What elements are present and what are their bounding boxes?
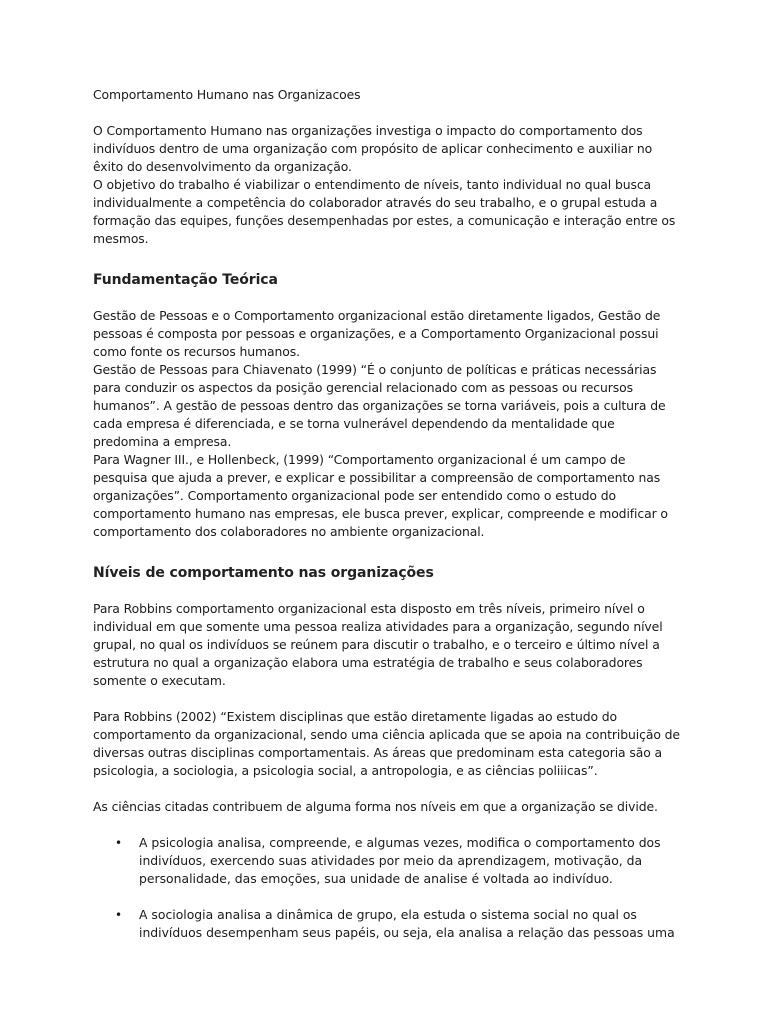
section1-paragraph-3: Para Wagner III., e Hollenbeck, (1999) “Comportamento organizacional é um campo de pesquisa que ajuda a prever, e explicar e possibilitar a compreensão de comportamento nas organizações”. Comportamento organizacional pode ser entendido como o estudo do comportamento humano nas empresas, ele busca prever, explicar, compreende e modificar o comportamento dos colaboradores no ambiente organizacional. [93, 452, 668, 539]
spacer [93, 104, 681, 122]
spacer [93, 816, 681, 834]
section-heading-niveis: Níveis de comportamento nas organizações [93, 565, 434, 581]
intro-paragraph-1: O Comportamento Humano nas organizações investiga o impacto do comportamento dos indivíduos dentro de uma organização com propósito de aplicar conhecimento e auxiliar no êxito do desenvolvimento da organização. [93, 123, 653, 174]
spacer [93, 248, 681, 270]
bullet-list [93, 834, 681, 942]
section2-paragraph-1: Para Robbins comportamento organizacional esta disposto em três níveis, primeiro nível o individual em que somente uma pessoa realiza atividades para a organização, segundo nível grupal, no qual os indivíduos se reúnem para discutir o trabalho, e o terceiro e último nível a estrutura no qual a organização elabora uma estratégia de trabalho e seus colaboradores somente o executam. [93, 601, 663, 688]
section1-paragraph-2: Gestão de Pessoas para Chiavenato (1999) “É o conjunto de políticas e práticas necessárias para conduzir os aspectos da posição gerencial relacionado com as pessoas ou recursos humanos”. A gestão de pessoas dentro das organizações se torna variáveis, pois a cultura de cada empresa é diferenciada, e se torna vulnerável dependendo da mentalidade que predomina a empresa. [93, 362, 666, 449]
spacer [93, 583, 681, 600]
section-heading-fundamentacao: Fundamentação Teórica [93, 272, 278, 288]
intro-paragraph-2: O objetivo do trabalho é viabilizar o entendimento de níveis, tanto individual no qual busca individualmente a competência do colaborador através do seu trabalho, e o grupal estuda a formação das equipes, funções desempenhadas por estes, a comunicação e interação entre os mesmos. [93, 177, 676, 246]
document-title: Comportamento Humano nas Organizacoes [93, 87, 361, 102]
spacer [93, 780, 681, 798]
list-item-text: A sociologia analisa a dinâmica de grupo, ela estuda o sistema social no qual os indivíduos desempenham seus papéis, ou seja, ela analisa a relação das pessoas uma [139, 907, 675, 940]
bullet-icon: • [115, 836, 123, 850]
list-item [93, 834, 681, 888]
section2-paragraph-2: Para Robbins (2002) “Existem disciplinas que estão diretamente ligadas ao estudo do comportamento da organizacional, sendo uma ciência aplicada que se apoia na contribuição de diversas outras disciplinas comportamentais. As áreas que predominam esta categoria são a psicologia, a sociologia, a psicologia social, a antropologia, e as ciências poliiicas”. [93, 709, 680, 778]
list-item-text: A psicologia analisa, compreende, e algumas vezes, modifica o comportamento dos indivíduos, exercendo suas atividades por meio da aprendizagem, motivação, da personalidade, das emoções, sua unidade de analise é voltada ao indivíduo. [139, 835, 661, 886]
bullet-icon: • [115, 908, 123, 922]
section1-paragraph-1: Gestão de Pessoas e o Comportamento organizacional estão diretamente ligados, Gestão de pessoas é composta por pessoas e organizações, e a Comportamento Organizacional possui como fonte os recursos humanos. [93, 308, 661, 359]
spacer [93, 690, 681, 708]
spacer [93, 290, 681, 307]
spacer [93, 541, 681, 563]
section2-paragraph-3: As ciências citadas contribuem de alguma forma nos níveis em que a organização se divide. [93, 799, 658, 814]
document-page [93, 86, 681, 960]
list-item [93, 906, 681, 942]
